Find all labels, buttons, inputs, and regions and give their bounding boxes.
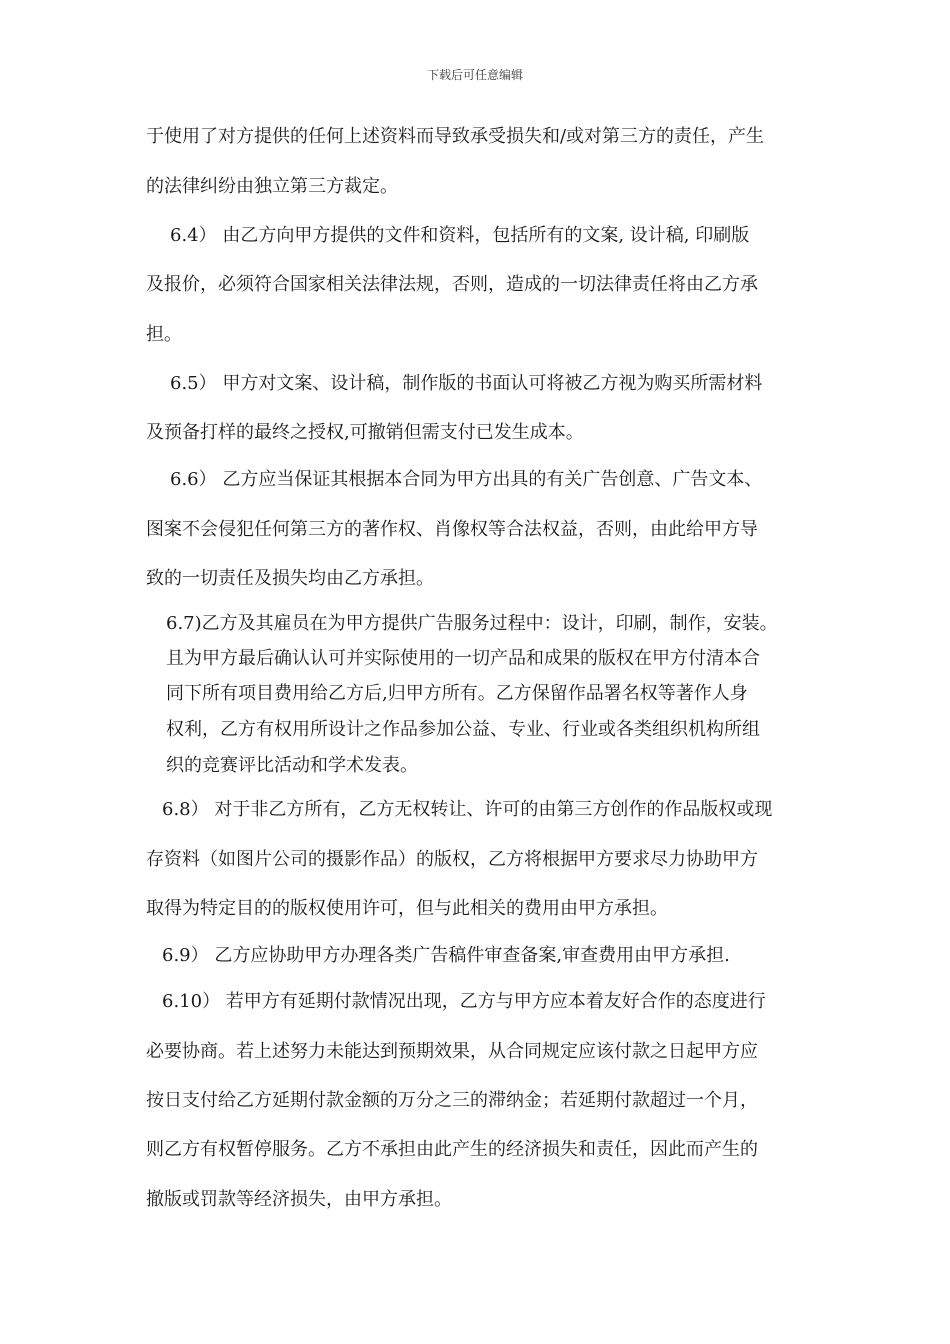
text-line: 撤版或罚款等经济损失，由甲方承担。 — [146, 1189, 452, 1210]
text-line: 则乙方有权暂停服务。乙方不承担由此产生的经济损失和责任，因此而产生的 — [146, 1139, 758, 1160]
text-line: 担。 — [146, 324, 182, 345]
text-line: 6.9） 乙方应协助甲方办理各类广告稿件审查备案,审查费用由甲方承担. — [162, 945, 730, 966]
text-line: 6.4） 由乙方向甲方提供的文件和资料，包括所有的文案, 设计稿, 印刷版 — [170, 225, 750, 246]
text-line: 存资料（如图片公司的摄影作品）的版权，乙方将根据甲方要求尽力协助甲方 — [146, 849, 758, 870]
page-header: 下载后可任意编辑 — [426, 68, 523, 82]
text-line: 的法律纠纷由独立第三方裁定。 — [146, 176, 398, 197]
text-line: 取得为特定目的的版权使用许可，但与此相关的费用由甲方承担。 — [146, 898, 668, 919]
text-line: 6.6） 乙方应当保证其根据本合同为甲方出具的有关广告创意、广告文本、 — [170, 469, 763, 490]
text-line: 6.8） 对于非乙方所有，乙方无权转让、许可的由第三方创作的作品版权或现 — [162, 799, 773, 820]
text-line: 且为甲方最后确认认可并实际使用的一切产品和成果的版权在甲方付清本合 — [166, 648, 760, 669]
text-line: 同下所有项目费用给乙方后,归甲方所有。乙方保留作品署名权等著作人身 — [166, 683, 748, 704]
text-line: 图案不会侵犯任何第三方的著作权、肖像权等合法权益，否则，由此给甲方导 — [146, 519, 758, 540]
text-line: 致的一切责任及损失均由乙方承担。 — [146, 568, 434, 589]
text-line: 6.5） 甲方对文案、设计稿，制作版的书面认可将被乙方视为购买所需材料 — [170, 373, 763, 394]
text-line: 按日支付给乙方延期付款金额的万分之三的滞纳金；若延期付款超过一个月， — [146, 1090, 758, 1111]
text-line: 织的竞赛评比活动和学术发表。 — [166, 755, 418, 776]
text-line: 必要协商。若上述努力未能达到预期效果，从合同规定应该付款之日起甲方应 — [146, 1041, 758, 1062]
text-line: 及预备打样的最终之授权,可撤销但需支付已发生成本。 — [146, 422, 584, 443]
text-line: 6.7)乙方及其雇员在为甲方提供广告服务过程中：设计，印刷，制作，安装。 — [166, 613, 778, 634]
text-line: 于使用了对方提供的任何上述资料而导致承受损失和/或对第三方的责任，产生 — [146, 126, 765, 147]
text-line: 权利，乙方有权用所设计之作品参加公益、专业、行业或各类组织机构所组 — [166, 719, 760, 740]
text-line: 及报价，必须符合国家相关法律法规，否则，造成的一切法律责任将由乙方承 — [146, 274, 758, 295]
text-line: 6.10） 若甲方有延期付款情况出现，乙方与甲方应本着友好合作的态度进行 — [162, 991, 766, 1012]
